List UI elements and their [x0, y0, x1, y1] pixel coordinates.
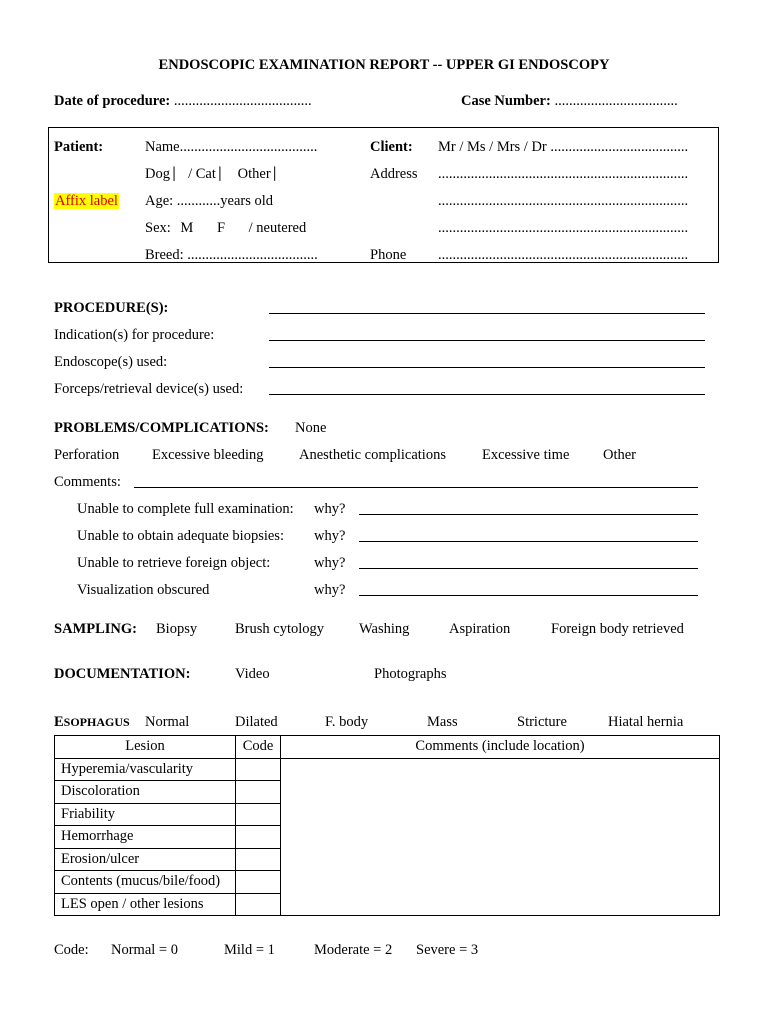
sex-neutered[interactable]: / neutered — [248, 220, 307, 236]
header-code: Code — [236, 736, 281, 759]
sex-f[interactable]: F — [216, 220, 226, 236]
date-label: Date of procedure: — [54, 93, 171, 109]
lesion-name: Hyperemia/vascularity — [55, 758, 236, 781]
documentation-heading: DOCUMENTATION: — [54, 666, 191, 682]
phone-label: Phone — [370, 247, 407, 263]
comments-line[interactable] — [134, 487, 698, 488]
lesion-code-cell[interactable] — [236, 781, 281, 804]
affix-label-text: Affix label — [55, 193, 118, 209]
sex-label: Sex: — [145, 220, 171, 236]
age-field[interactable]: Age: ............years old — [145, 193, 274, 209]
lesion-comments-cell[interactable] — [281, 758, 720, 916]
sampling-washing[interactable]: Washing — [359, 621, 410, 637]
reason-visualization-obscured: Visualization obscured — [77, 582, 210, 598]
indication-line[interactable] — [269, 340, 705, 341]
phone-field[interactable]: ..................................................................... — [438, 247, 689, 263]
sampling-brush-cytology[interactable]: Brush cytology — [235, 621, 325, 637]
code-legend-label: Code: — [54, 942, 89, 958]
header-lesion: Lesion — [55, 736, 236, 759]
problem-excessive-time[interactable]: Excessive time — [482, 447, 570, 463]
lesion-name: Erosion/ulcer — [55, 848, 236, 871]
esophagus-hiatal-hernia[interactable]: Hiatal hernia — [608, 714, 684, 730]
lesion-name: Contents (mucus/bile/food) — [55, 871, 236, 894]
esophagus-dilated[interactable]: Dilated — [235, 714, 278, 730]
sampling-aspiration[interactable]: Aspiration — [449, 621, 511, 637]
code-legend-normal: Normal = 0 — [111, 942, 178, 958]
esophagus-stricture[interactable]: Stricture — [517, 714, 567, 730]
breed-field[interactable]: Breed: .................................... — [145, 247, 318, 263]
problem-other[interactable]: Other — [603, 447, 637, 463]
patient-label: Patient: — [54, 139, 104, 155]
documentation-photographs[interactable]: Photographs — [374, 666, 447, 682]
sampling-foreign-body[interactable]: Foreign body retrieved — [551, 621, 684, 637]
why-label: why? — [314, 555, 346, 571]
species-field[interactable]: Dog ⎸/ Cat ⎸ Other ⎸ — [145, 166, 289, 182]
lesion-code-cell[interactable] — [236, 826, 281, 849]
lesion-name: LES open / other lesions — [55, 893, 236, 916]
why-line[interactable] — [359, 541, 698, 542]
lesion-table-header — [55, 736, 720, 759]
address-field-3[interactable]: ..................................................................... — [438, 220, 689, 236]
problem-none[interactable]: None — [295, 420, 327, 436]
lesion-code-cell[interactable] — [236, 848, 281, 871]
sampling-biopsy[interactable]: Biopsy — [156, 621, 198, 637]
address-field-1[interactable]: ..................................................................... — [438, 166, 689, 182]
lesion-code-cell[interactable] — [236, 758, 281, 781]
comments-label: Comments: — [54, 474, 121, 490]
why-label: why? — [314, 528, 346, 544]
table-row — [55, 758, 720, 781]
indication-label: Indication(s) for procedure: — [54, 327, 215, 343]
reason-foreign-object: Unable to retrieve foreign object: — [77, 555, 271, 571]
esophagus-heading-initial: E — [54, 714, 64, 730]
address-label: Address — [370, 166, 418, 182]
reason-inadequate-biopsies: Unable to obtain adequate biopsies: — [77, 528, 284, 544]
name-field[interactable]: Name...................................... — [145, 139, 318, 155]
sampling-heading: SAMPLING: — [54, 621, 137, 637]
esophagus-mass[interactable]: Mass — [427, 714, 458, 730]
esophagus-f-body[interactable]: F. body — [325, 714, 369, 730]
case-field[interactable]: .................................. — [554, 93, 678, 109]
why-line[interactable] — [359, 514, 698, 515]
date-field[interactable]: ...................................... — [173, 93, 312, 109]
forceps-line[interactable] — [269, 394, 705, 395]
forceps-label: Forceps/retrieval device(s) used: — [54, 381, 244, 397]
procedure-heading: PROCEDURE(S): — [54, 300, 169, 316]
lesion-name: Discoloration — [55, 781, 236, 804]
reason-incomplete-exam: Unable to complete full examination: — [77, 501, 294, 517]
case-label: Case Number: — [461, 93, 551, 109]
problem-perforation[interactable]: Perforation — [54, 447, 120, 463]
report-title: ENDOSCOPIC EXAMINATION REPORT -- UPPER GI ENDOSCOPY — [158, 57, 610, 73]
lesion-code-cell[interactable] — [236, 893, 281, 916]
address-field-2[interactable]: ..................................................................... — [438, 193, 689, 209]
code-legend-moderate: Moderate = 2 — [314, 942, 393, 958]
endoscope-label: Endoscope(s) used: — [54, 354, 168, 370]
code-legend-mild: Mild = 1 — [224, 942, 275, 958]
sex-field — [145, 221, 306, 236]
sex-m[interactable]: M — [180, 220, 194, 236]
client-label: Client: — [370, 139, 413, 155]
procedure-line[interactable] — [269, 313, 705, 314]
affix-label — [54, 194, 119, 209]
lesion-code-cell[interactable] — [236, 871, 281, 894]
problems-heading: PROBLEMS/COMPLICATIONS: — [54, 420, 269, 436]
lesion-name: Friability — [55, 803, 236, 826]
why-label: why? — [314, 582, 346, 598]
problem-anesthetic-complications[interactable]: Anesthetic complications — [299, 447, 446, 463]
lesion-table — [54, 735, 720, 916]
code-legend-severe: Severe = 3 — [416, 942, 479, 958]
problem-excessive-bleeding[interactable]: Excessive bleeding — [152, 447, 264, 463]
lesion-name: Hemorrhage — [55, 826, 236, 849]
lesion-code-cell[interactable] — [236, 803, 281, 826]
esophagus-heading — [54, 715, 130, 730]
client-field[interactable]: Mr / Ms / Mrs / Dr ...................................... — [438, 139, 689, 155]
date-of-procedure — [54, 94, 312, 109]
documentation-video[interactable]: Video — [235, 666, 270, 682]
header-comments: Comments (include location) — [281, 736, 720, 759]
case-number — [461, 94, 678, 109]
why-line[interactable] — [359, 568, 698, 569]
endoscope-line[interactable] — [269, 367, 705, 368]
why-label: why? — [314, 501, 346, 517]
why-line[interactable] — [359, 595, 698, 596]
esophagus-heading-rest: SOPHAGUS — [63, 715, 130, 729]
esophagus-normal[interactable]: Normal — [145, 714, 190, 730]
